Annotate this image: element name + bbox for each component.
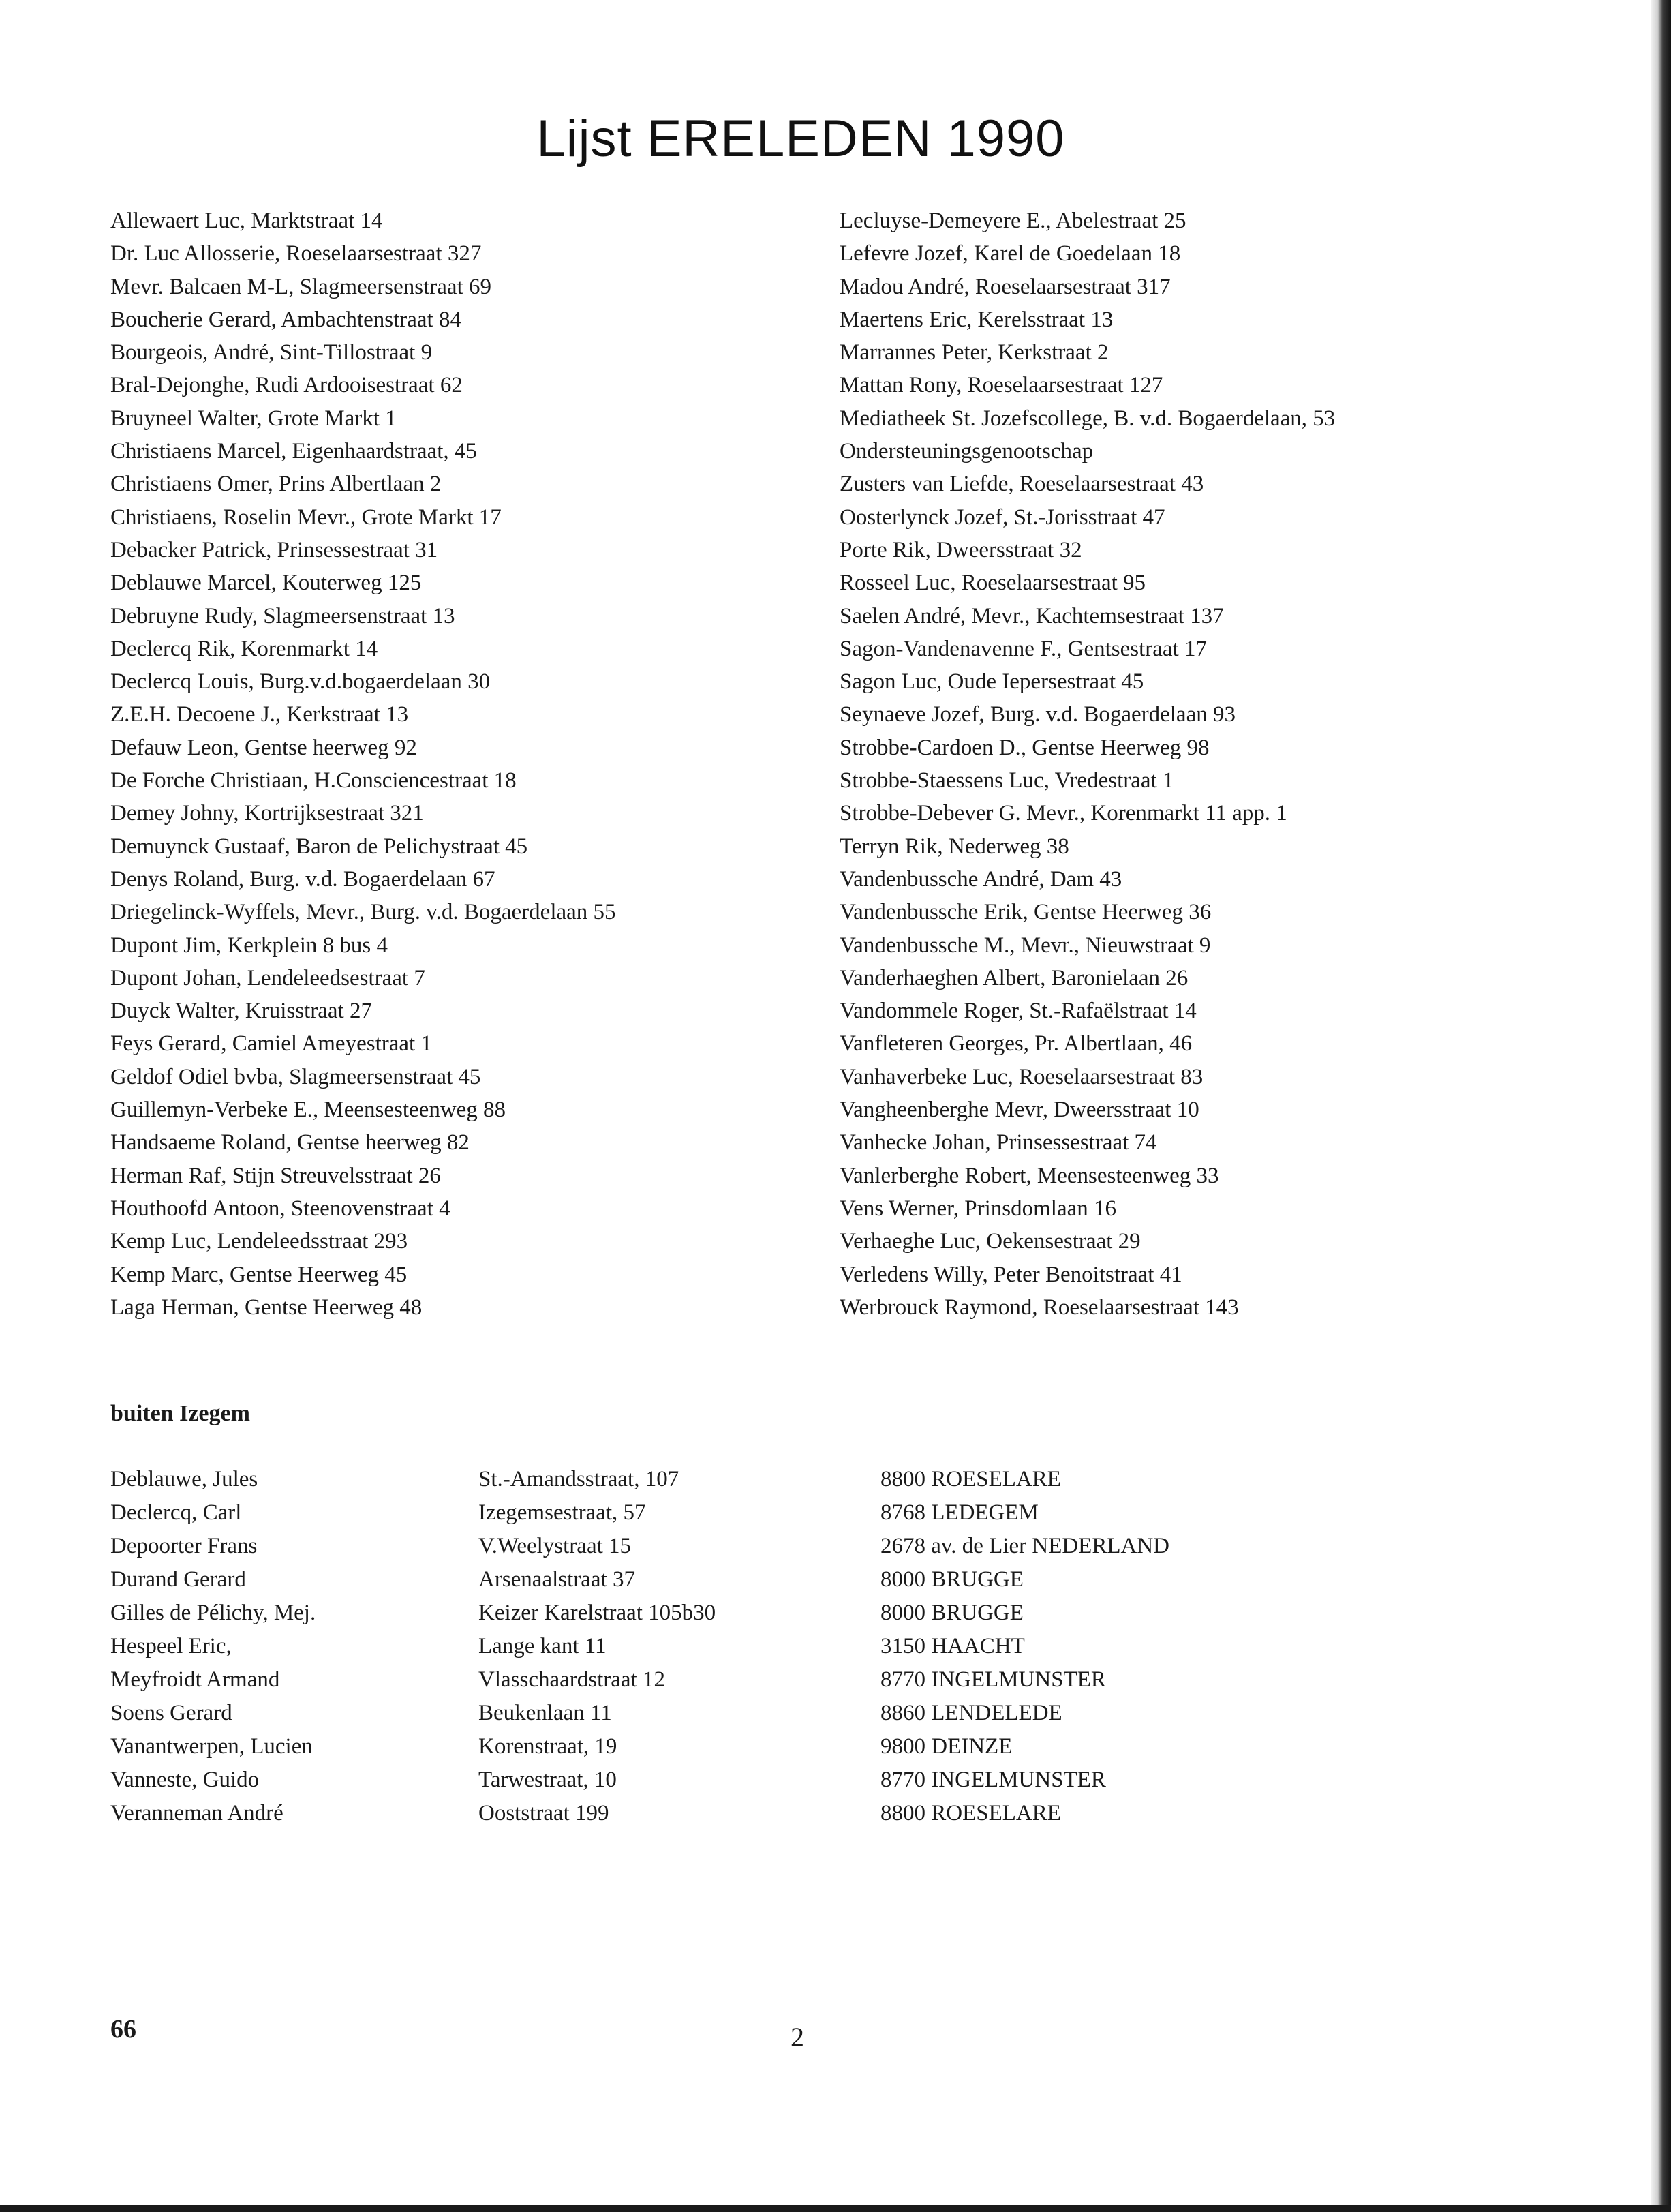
member-entry: Mattan Rony, Roeselaarsestraat 127 — [840, 373, 1163, 398]
member-entry: Denys Roland, Burg. v.d. Bogaerdelaan 67 — [110, 866, 495, 892]
member-entry: Dupont Johan, Lendeleedsestraat 7 — [110, 965, 425, 990]
member-name: Deblauwe, Jules — [110, 1467, 258, 1491]
member-entry: Porte Rik, Dweersstraat 32 — [840, 537, 1082, 562]
member-street: St.-Amandsstraat, 107 — [478, 1467, 679, 1491]
table-row — [110, 1801, 1289, 1834]
member-street: V.Weelystraat 15 — [478, 1534, 632, 1558]
table-row — [110, 1500, 1289, 1534]
member-entry: Sagon-Vandenavenne F., Gentsestraat 17 — [840, 636, 1207, 661]
member-name: Vanneste, Guido — [110, 1768, 260, 1792]
member-city: 3150 HAACHT — [880, 1634, 1025, 1658]
member-entry: Z.E.H. Decoene J., Kerkstraat 13 — [110, 702, 409, 727]
page-bottom-edge — [0, 2205, 1671, 2212]
member-name: Meyfroidt Armand — [110, 1667, 280, 1692]
member-entry: Mediatheek St. Jozefscollege, B. v.d. Bogaerdelaan, 53 — [840, 406, 1336, 431]
member-entry: Lefevre Jozef, Karel de Goedelaan 18 — [840, 241, 1181, 267]
member-city: 8768 LEDEGEM — [880, 1500, 1039, 1525]
member-entry: Vandenbussche M., Mevr., Nieuwstraat 9 — [840, 933, 1211, 958]
member-entry: Demuynck Gustaaf, Baron de Pelichystraat 45 — [110, 834, 528, 859]
member-entry: Saelen André, Mevr., Kachtemsestraat 137 — [840, 603, 1224, 628]
table-row — [110, 1768, 1289, 1801]
member-entry: Christiaens, Roselin Mevr., Grote Markt 17 — [110, 504, 502, 530]
member-street: Keizer Karelstraat 105b30 — [478, 1601, 716, 1625]
member-entry: Maertens Eric, Kerelsstraat 13 — [840, 307, 1114, 332]
outside-members-table — [110, 1467, 1289, 1834]
member-name: Gilles de Pélichy, Mej. — [110, 1601, 316, 1625]
member-entry: Zusters van Liefde, Roeselaarsestraat 43 — [840, 472, 1204, 497]
member-city: 8800 ROESELARE — [880, 1467, 1061, 1491]
member-entry: Vanlerberghe Robert, Meensesteenweg 33 — [840, 1163, 1219, 1188]
member-street: Izegemsestraat, 57 — [478, 1500, 646, 1525]
member-entry: Oosterlynck Jozef, St.-Jorisstraat 47 — [840, 504, 1165, 530]
member-name: Hespeel Eric, — [110, 1634, 232, 1658]
member-entry: Vanfleteren Georges, Pr. Albertlaan, 46 — [840, 1031, 1193, 1057]
member-entry: Houthoofd Antoon, Steenovenstraat 4 — [110, 1196, 450, 1221]
member-street: Vlasschaardstraat 12 — [478, 1667, 665, 1692]
member-city: 9800 DEINZE — [880, 1734, 1013, 1759]
member-entry: Terryn Rik, Nederweg 38 — [840, 834, 1069, 859]
member-city: 8860 LENDELEDE — [880, 1701, 1062, 1725]
member-entry: Rosseel Luc, Roeselaarsestraat 95 — [840, 571, 1146, 596]
member-entry: Christiaens Omer, Prins Albertlaan 2 — [110, 472, 442, 497]
member-street: Ooststraat 199 — [478, 1801, 609, 1825]
member-name: Declercq, Carl — [110, 1500, 242, 1525]
member-entry: Bourgeois, André, Sint-Tillostraat 9 — [110, 340, 433, 365]
member-entry: Demey Johny, Kortrijksestraat 321 — [110, 801, 424, 826]
member-entry: Strobbe-Cardoen D., Gentse Heerweg 98 — [840, 735, 1210, 760]
member-entry: Mevr. Balcaen M-L, Slagmeersenstraat 69 — [110, 274, 491, 299]
member-entry: Christiaens Marcel, Eigenhaardstraat, 45 — [110, 439, 477, 464]
member-name: Vanantwerpen, Lucien — [110, 1734, 313, 1759]
members-list-right — [840, 204, 1335, 1324]
member-name: Depoorter Frans — [110, 1534, 258, 1558]
member-entry: Boucherie Gerard, Ambachtenstraat 84 — [110, 307, 461, 332]
member-entry: Defauw Leon, Gentse heerweg 92 — [110, 735, 417, 760]
page-number-left: 66 — [110, 2015, 136, 2044]
member-entry: Debruyne Rudy, Slagmeersenstraat 13 — [110, 603, 455, 628]
member-entry: Vanderhaeghen Albert, Baronielaan 26 — [840, 965, 1189, 990]
members-list-left — [110, 204, 616, 1324]
member-entry: De Forche Christiaan, H.Consciencestraat 18 — [110, 768, 517, 793]
page-binding-edge — [1651, 0, 1671, 2212]
table-row — [110, 1601, 1289, 1634]
member-entry: Vens Werner, Prinsdomlaan 16 — [840, 1196, 1117, 1221]
member-city: 8000 BRUGGE — [880, 1567, 1024, 1592]
member-entry: Vandenbussche Erik, Gentse Heerweg 36 — [840, 900, 1212, 925]
member-street: Arsenaalstraat 37 — [478, 1567, 635, 1592]
member-entry: Ondersteuningsgenootschap — [840, 439, 1094, 464]
member-entry: Dr. Luc Allosserie, Roeselaarsestraat 327 — [110, 241, 482, 267]
member-city: 8000 BRUGGE — [880, 1601, 1024, 1625]
member-entry: Sagon Luc, Oude Iepersestraat 45 — [840, 669, 1144, 695]
member-entry: Seynaeve Jozef, Burg. v.d. Bogaerdelaan 93 — [840, 702, 1236, 727]
member-entry: Laga Herman, Gentse Heerweg 48 — [110, 1294, 423, 1320]
table-row — [110, 1634, 1289, 1667]
table-row — [110, 1567, 1289, 1601]
member-entry: Vanhecke Johan, Prinsessestraat 74 — [840, 1130, 1157, 1155]
table-row — [110, 1667, 1289, 1701]
member-entry: Declercq Rik, Korenmarkt 14 — [110, 636, 378, 661]
member-entry: Handsaeme Roland, Gentse heerweg 82 — [110, 1130, 470, 1155]
member-entry: Madou André, Roeselaarsestraat 317 — [840, 274, 1171, 299]
member-entry: Kemp Marc, Gentse Heerweg 45 — [110, 1262, 408, 1287]
member-entry: Strobbe-Debever G. Mevr., Korenmarkt 11 app. 1 — [840, 801, 1287, 826]
member-entry: Bral-Dejonghe, Rudi Ardooisestraat 62 — [110, 373, 463, 398]
member-entry: Duyck Walter, Kruisstraat 27 — [110, 999, 372, 1024]
section-heading-outside: buiten Izegem — [110, 1401, 250, 1426]
member-entry: Verledens Willy, Peter Benoitstraat 41 — [840, 1262, 1182, 1287]
member-street: Beukenlaan 11 — [478, 1701, 612, 1725]
member-name: Veranneman André — [110, 1801, 283, 1825]
member-city: 2678 av. de Lier NEDERLAND — [880, 1534, 1170, 1558]
member-entry: Debacker Patrick, Prinsessestraat 31 — [110, 537, 438, 562]
member-name: Soens Gerard — [110, 1701, 232, 1725]
member-entry: Vandommele Roger, St.-Rafaëlstraat 14 — [840, 999, 1197, 1024]
table-row — [110, 1534, 1289, 1567]
member-entry: Guillemyn-Verbeke E., Meensesteenweg 88 — [110, 1097, 506, 1123]
member-entry: Feys Gerard, Camiel Ameyestraat 1 — [110, 1031, 432, 1057]
member-entry: Vanhaverbeke Luc, Roeselaarsestraat 83 — [840, 1064, 1204, 1089]
member-name: Durand Gerard — [110, 1567, 246, 1592]
table-row — [110, 1701, 1289, 1734]
member-entry: Herman Raf, Stijn Streuvelsstraat 26 — [110, 1163, 441, 1188]
member-city: 8770 INGELMUNSTER — [880, 1667, 1106, 1692]
table-row — [110, 1734, 1289, 1768]
page-title: Lijst ERELEDEN 1990 — [536, 110, 1065, 168]
member-entry: Vangheenberghe Mevr, Dweersstraat 10 — [840, 1097, 1199, 1123]
page-number-center: 2 — [791, 2022, 804, 2052]
member-city: 8800 ROESELARE — [880, 1801, 1061, 1825]
member-entry: Vandenbussche André, Dam 43 — [840, 866, 1122, 892]
member-entry: Marrannes Peter, Kerkstraat 2 — [840, 340, 1109, 365]
member-entry: Kemp Luc, Lendeleedsstraat 293 — [110, 1229, 408, 1254]
member-street: Tarwestraat, 10 — [478, 1768, 617, 1792]
member-entry: Lecluyse-Demeyere E., Abelestraat 25 — [840, 209, 1186, 233]
member-entry: Declercq Louis, Burg.v.d.bogaerdelaan 30 — [110, 669, 491, 695]
table-row — [110, 1467, 1289, 1500]
member-entry: Bruyneel Walter, Grote Markt 1 — [110, 406, 397, 431]
member-city: 8770 INGELMUNSTER — [880, 1768, 1106, 1792]
member-street: Lange kant 11 — [478, 1634, 607, 1658]
member-entry: Strobbe-Staessens Luc, Vredestraat 1 — [840, 768, 1174, 793]
member-street: Korenstraat, 19 — [478, 1734, 617, 1759]
member-entry: Deblauwe Marcel, Kouterweg 125 — [110, 571, 422, 596]
member-entry: Allewaert Luc, Marktstraat 14 — [110, 209, 383, 233]
member-entry: Verhaeghe Luc, Oekensestraat 29 — [840, 1229, 1141, 1254]
member-entry: Werbrouck Raymond, Roeselaarsestraat 143 — [840, 1294, 1239, 1320]
member-entry: Driegelinck-Wyffels, Mevr., Burg. v.d. Bogaerdelaan 55 — [110, 900, 616, 925]
member-entry: Geldof Odiel bvba, Slagmeersenstraat 45 — [110, 1064, 481, 1089]
member-entry: Dupont Jim, Kerkplein 8 bus 4 — [110, 933, 388, 958]
